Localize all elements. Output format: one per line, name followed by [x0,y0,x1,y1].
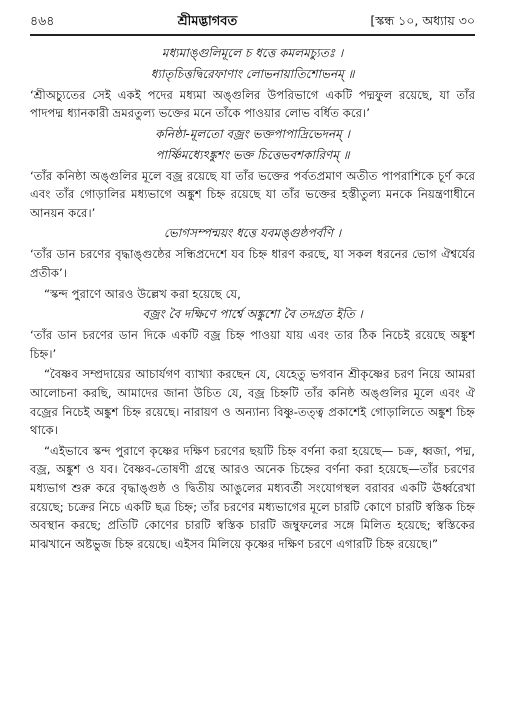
translation-paragraph: ‘তাঁর কনিষ্ঠা অঙ্গুলির মূলে বজ্র রয়েছে যা তাঁর ভক্তের পর্বতপ্রমাণ অতীত পাপরাশিকে চূর্ণ করে এবং তাঁর গোড়ালির মধ্যভাগে অঙ্কুশ চিহ্ন রয়েছে যা তাঁর ভক্তের হস্তীতুল্য মনকে নিয়ন্ত্রণাধীনে আনয়ন করে।’ [30,168,475,220]
translation-paragraph: ‘তাঁর ডান চরণের ডান দিকে একটি বজ্র চিহ্ন পাওয়া যায় এবং তার ঠিক নিচেই রয়েছে অঙ্কুশ চিহ্ন।’ [30,328,475,361]
translation-paragraph: ‘শ্রীঅচ্যুতের সেই একই পদের মধ্যমা অঙ্গুলির উপরিভাগে একটি পদ্মফুল রয়েছে, যা তাঁর পাদপদ্ম ধ্যানকারী ভ্রমরতুল্য ভক্তের মনে তাঁকে পাওয়ার লোভ বর্ধিত করে।’ [30,87,475,121]
sanskrit-verse: ভোগসম্পন্ময়ং ধত্তে যবমঙ্গুষ্ঠপর্বণি । [163,226,342,241]
header-divider [30,34,475,36]
book-title: শ্রীমদ্ভাগবত [177,14,238,29]
translation-paragraph: ‘তাঁর ডান চরণের বৃদ্ধাঙ্গুষ্ঠের সন্ধিপ্রদেশে যব চিহ্ন ধারণ করছে, যা সকল ধরনের ভোগ ঐশ্বর্যের প্রতীক’। [30,247,475,281]
sanskrit-verse: কনিষ্ঠা-মূলতো বজ্রং ভক্তপাপাদ্রিভেদনম্ । [155,126,350,141]
page-number: ৪৬৪ [30,13,55,28]
commentary-paragraph: “এইভাবে স্কন্দ পুরাণে কৃষ্ণের দক্ষিণ চরণের ছয়টি চিহ্ন বর্ণনা করা হয়েছে— চক্র, ধ্বজা, পদ্ম, বজ্র, অঙ্কুশ ও যব। বৈষ্ণব-তোষণী গ্রন্থে আরও অনেক চিহ্নের বর্ণনা করা হয়েছে—তাঁর চরণের মধ্যভাগ শুরু করে বৃদ্ধাঙ্গুষ্ঠ ও দ্বিতীয় আঙুলের মধ্যবর্তী সংযোগস্থল বরাবর একটি ঊর্ধ্বরেখা রয়েছে; চক্রের নিচে একটি ছত্র চিহ্ন; তাঁর চরণের মধ্যভাগের মূলে চারটি কোণে চারটি স্বস্তিক চিহ্ন অবস্থান করছে; প্রতিটি কোণের চারটি স্বস্তিক চারটি জম্বুফলের সঙ্গে মিলিত হয়েছে; স্বস্তিকের মাঝখানে অষ্টভুজ চিহ্ন রয়েছে। এইসব মিলিয়ে কৃষ্ণের দক্ষিণ চরণে এগারটি চিহ্ন রয়েছে।” [30,443,475,551]
sanskrit-verse: পার্ষ্ণিমধ্যেঽঙ্কুশং ভক্ত চিত্তেভবশকারিণম্ ॥ [155,147,350,162]
sanskrit-verse: বজ্রং বৈ দক্ষিণে পার্শ্বে অঙ্কুশো বৈ তদগ্রত ইতি । [142,307,363,322]
chapter-reference: [স্কন্ধ ১০, অধ্যায় ৩০ [370,13,475,28]
sanskrit-verse: ধ্যাতৃচিত্তদ্বিরেফাণাং লোভনায়াতিশোভনম্ ॥ [150,66,355,81]
sanskrit-verse: মধ্যমাঙ্গুলিমূলে চ ধত্তে কমলমচ্যুতঃ । [161,45,344,60]
page-header [30,12,475,32]
commentary-paragraph: “স্কন্দ পুরাণে আরও উল্লেখ করা হয়েছে যে, [44,286,241,301]
commentary-paragraph: “বৈষ্ণব সম্প্রদায়ের আচার্যগণ ব্যাখ্যা করছেন যে, যেহেতু ভগবান শ্রীকৃষ্ণের চরণ নিয়ে আমরা আলোচনা করছি, আমাদের জানা উচিত যে, বজ্র চিহ্নটি তাঁর কনিষ্ঠ অঙ্গুলির মূলে এবং ঐ বজ্রের নিচেই অঙ্কুশ চিহ্ন রয়েছে। নারায়ণ ও অন্যান্য বিষ্ণু-তত্ত্ব প্রকাশেই গোড়ালিতে অঙ্কুশ চিহ্ন থাকে। [30,367,475,438]
page-body [30,44,475,554]
